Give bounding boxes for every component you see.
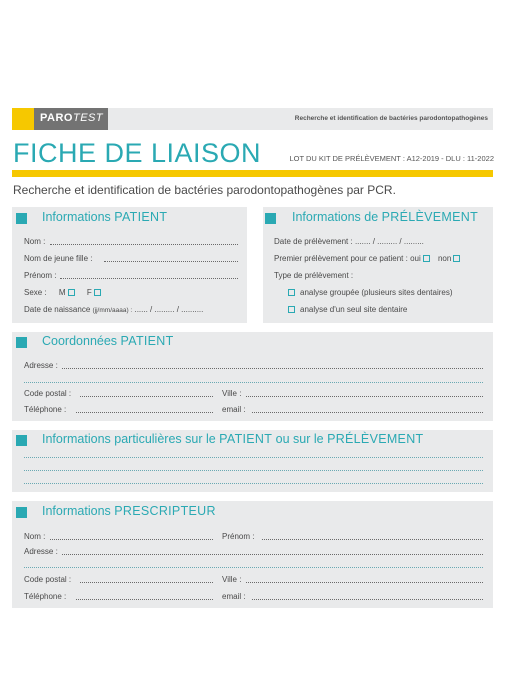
analyse-groupee-checkbox[interactable]	[288, 289, 295, 296]
patient-nom-jeune-fille-label: Nom de jeune fille :	[24, 254, 93, 263]
coord-adresse-label: Adresse :	[24, 361, 58, 370]
prelevement-section-marker	[265, 213, 276, 224]
patient-section-marker	[16, 213, 27, 224]
sexe-f-label: F	[86, 288, 92, 297]
prelevement-date-label: Date de prélèvement : ....... / ......... / .........	[274, 237, 424, 246]
patient-nom-label: Nom :	[24, 237, 46, 246]
header-tagline: Recherche et identification de bactéries parodontopathogènes	[294, 115, 488, 122]
patient-prenom-label: Prénom :	[24, 271, 57, 280]
coordonnees-section-marker	[16, 337, 27, 348]
presc-ville-field[interactable]	[246, 582, 483, 583]
presc-code-postal-field[interactable]	[80, 582, 213, 583]
coord-adresse-line2[interactable]	[24, 382, 483, 383]
coord-ville-label: Ville :	[222, 389, 242, 398]
sexe-m-label: M	[58, 288, 66, 297]
patient-date-naissance-field[interactable]: ...... / ......... / ..........	[134, 305, 204, 314]
patient-sexe-label: Sexe : M F	[24, 288, 101, 297]
patient-nom-jeune-fille-field[interactable]	[104, 261, 238, 262]
brand-yellow-block	[12, 108, 34, 130]
coord-telephone-label: Téléphone :	[24, 405, 67, 414]
prelevement-date-field[interactable]: ....... / ......... / .........	[354, 237, 424, 246]
coord-code-postal-field[interactable]	[80, 396, 213, 397]
presc-nom-field[interactable]	[50, 539, 213, 540]
presc-email-label: email :	[222, 592, 246, 601]
patient-nom-field[interactable]	[50, 244, 238, 245]
brand-logo	[12, 108, 108, 130]
patient-section-title: Informations PATIENT	[42, 210, 168, 224]
analyse-site-unique-checkbox[interactable]	[288, 306, 295, 313]
presc-code-postal-label: Code postal :	[24, 575, 72, 584]
particulieres-line-1[interactable]	[24, 457, 483, 458]
sexe-m-checkbox[interactable]	[68, 289, 75, 296]
presc-prenom-label: Prénom :	[222, 532, 255, 541]
type-prelevement-label: Type de prélèvement :	[274, 271, 354, 280]
presc-telephone-label: Téléphone :	[24, 592, 67, 601]
page-subtitle: Recherche et identification de bactéries parodontopathogènes par PCR.	[13, 183, 396, 197]
coord-ville-field[interactable]	[246, 396, 483, 397]
yellow-divider	[12, 170, 493, 177]
presc-prenom-field[interactable]	[262, 539, 483, 540]
coord-email-field[interactable]	[252, 412, 483, 413]
presc-adresse-label: Adresse :	[24, 547, 58, 556]
particulieres-line-2[interactable]	[24, 470, 483, 471]
patient-date-naissance-label: Date de naissance (jj/mm/aaaa) : ...... / ......... / ..........	[24, 305, 204, 314]
prelevement-section-title: Informations de PRÉLÈVEMENT	[292, 210, 479, 224]
page-title: FICHE DE LIAISON	[13, 138, 262, 168]
premier-non-checkbox[interactable]	[453, 255, 460, 262]
presc-adresse-line2[interactable]	[24, 567, 483, 568]
presc-adresse-field[interactable]	[62, 554, 483, 555]
presc-email-field[interactable]	[252, 599, 483, 600]
prescripteur-section-title: Informations PRESCRIPTEUR	[42, 504, 216, 518]
coord-adresse-field[interactable]	[62, 368, 483, 369]
sexe-f-checkbox[interactable]	[94, 289, 101, 296]
particulieres-section-title: Informations particulières sur le PATIENT ou sur le PRÉLÈVEMENT	[42, 432, 424, 446]
coordonnees-section-title: Coordonnées PATIENT	[42, 334, 174, 348]
option-analyse-site-unique: analyse d'un seul site dentaire	[288, 305, 407, 314]
particulieres-section-marker	[16, 435, 27, 446]
brand-name: PAROTEST	[40, 112, 104, 124]
presc-telephone-field[interactable]	[76, 599, 213, 600]
coord-code-postal-label: Code postal :	[24, 389, 72, 398]
option-analyse-groupee: analyse groupée (plusieurs sites dentaires)	[288, 288, 453, 297]
patient-prenom-field[interactable]	[60, 278, 238, 279]
coord-email-label: email :	[222, 405, 246, 414]
coord-telephone-field[interactable]	[76, 412, 213, 413]
particulieres-line-3[interactable]	[24, 483, 483, 484]
premier-prelevement-label: Premier prélèvement pour ce patient : oui non	[274, 254, 460, 263]
premier-oui-checkbox[interactable]	[423, 255, 430, 262]
kit-lot-info: LOT DU KIT DE PRÉLÈVEMENT : A12-2019 - DLU : 11-2022	[289, 154, 494, 163]
presc-ville-label: Ville :	[222, 575, 242, 584]
presc-nom-label: Nom :	[24, 532, 46, 541]
prescripteur-section-marker	[16, 507, 27, 518]
